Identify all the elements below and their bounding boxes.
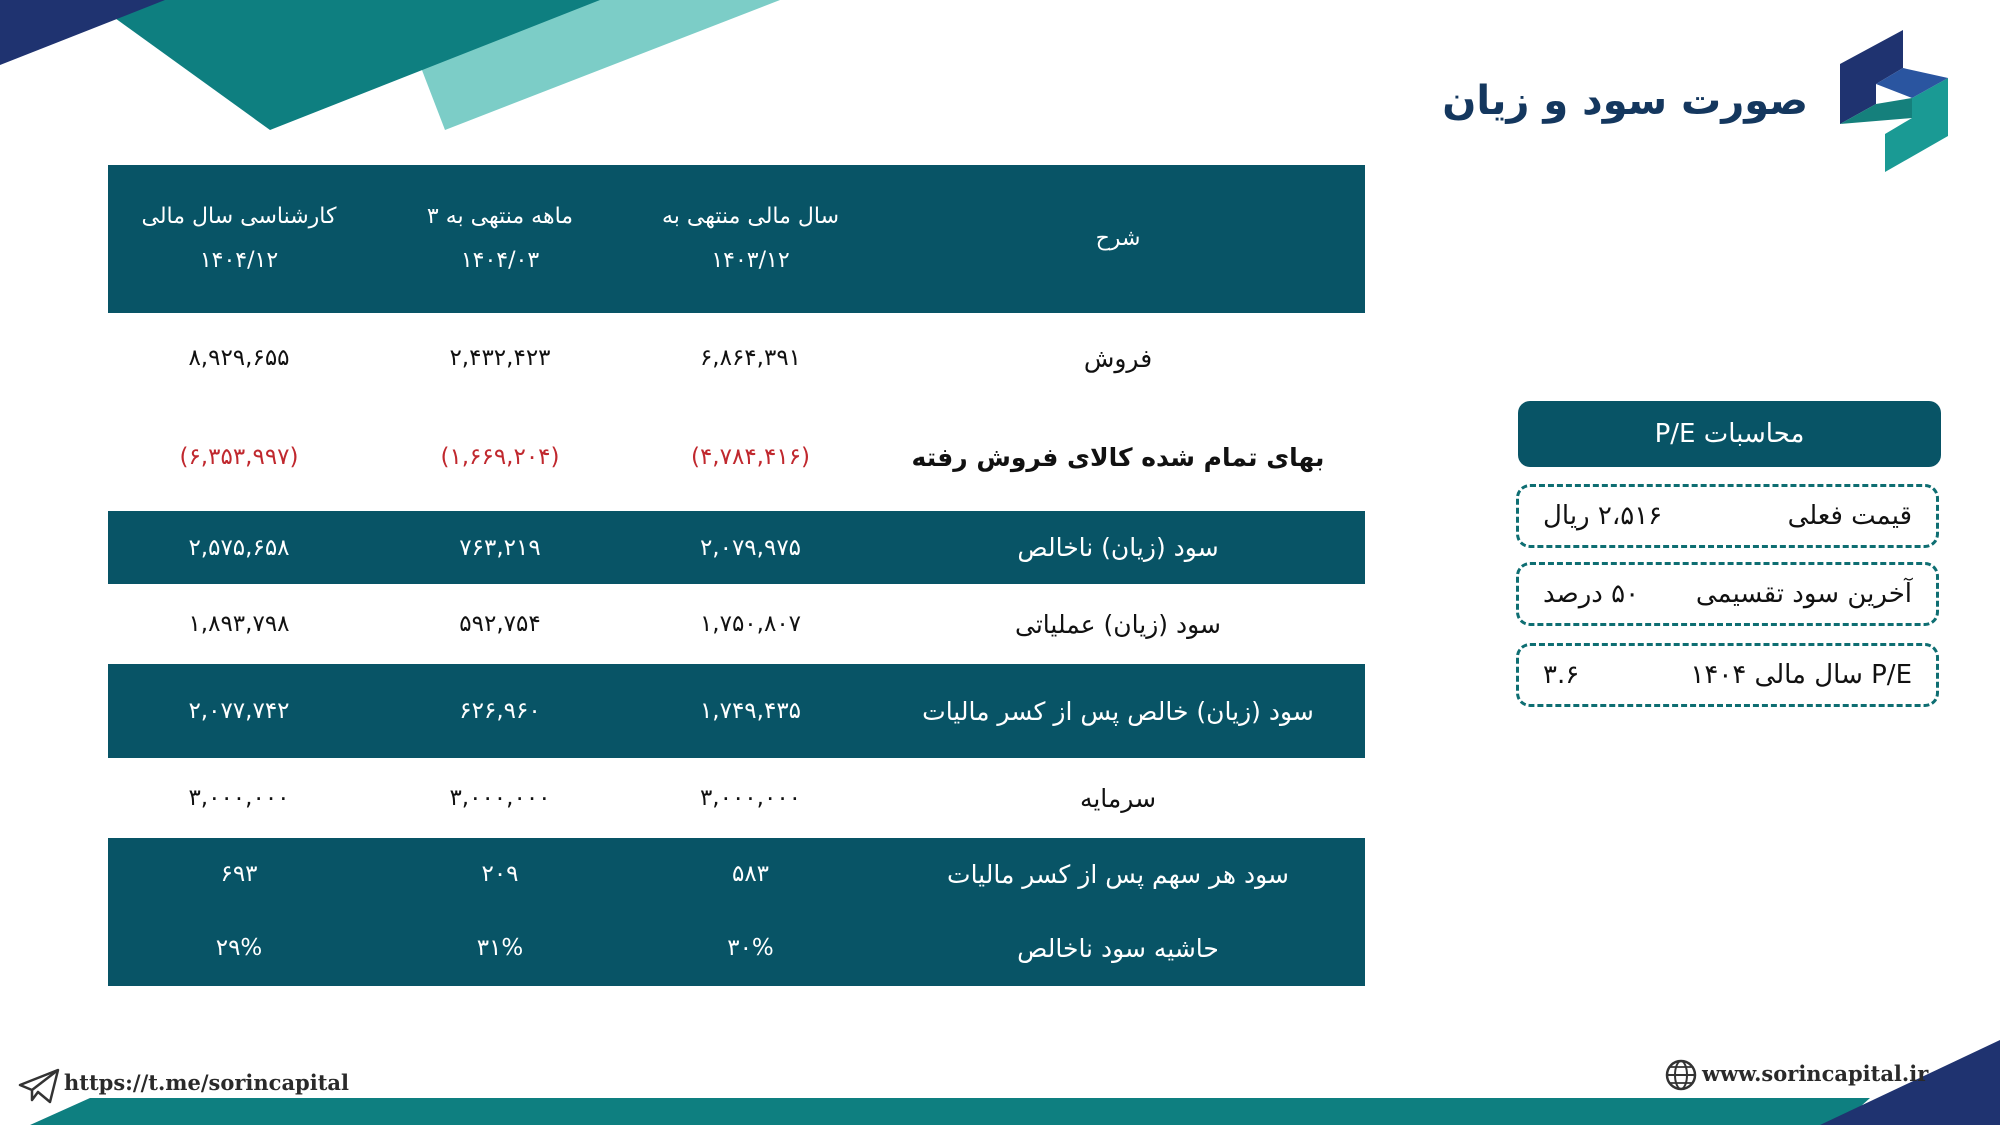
cell-value: ۲,۰۷۷,۷۴۲ [108,664,370,758]
globe-icon [1664,1058,1698,1092]
column-header-forecast: کارشناسی سال مالی ۱۴۰۴/۱۲ [108,165,370,313]
cell-value: (۴,۷۸۴,۴۱۶) [690,444,811,470]
pe-row-label: آخرین سود تقسیمی [1695,579,1912,609]
pe-row-value: ۵۰ درصد [1543,579,1640,609]
row-label: بهای تمام شده کالای فروش رفته [911,442,1325,472]
pe-row-value: ۳.۶ [1543,660,1580,690]
cell-value: ۶۲۶,۹۶۰ [370,664,630,758]
table-row [108,664,1365,758]
cell-value: ۵۸۳ [630,838,871,910]
column-header-description: شرح [871,165,1365,313]
table-row [108,838,1365,910]
cell-value: ۳,۰۰۰,۰۰۰ [449,785,551,811]
table-row [108,313,1365,403]
cell-value: ۳۱% [370,910,630,986]
table-row [108,584,1365,664]
row-label: سرمایه [1079,783,1157,813]
pe-panel-title: محاسبات P/E [1518,401,1941,467]
cell-value: ۲,۵۷۵,۶۵۸ [108,511,370,584]
telegram-icon [18,1068,60,1104]
cell-value: (۶,۳۵۳,۹۹۷) [179,444,299,470]
cell-value: ۳,۰۰۰,۰۰۰ [188,785,290,811]
cell-value: ۲,۴۳۲,۴۲۳ [449,345,551,371]
row-label: سود (زیان) ناخالص [871,511,1365,584]
cell-value: ۶,۸۶۴,۳۹۱ [699,345,802,371]
row-label: سود هر سهم پس از کسر مالیات [871,838,1365,910]
cell-value: ۱,۷۴۹,۴۳۵ [630,664,871,758]
table-row [108,403,1365,511]
cell-value: (۱,۶۶۹,۲۰۴) [440,444,560,470]
row-label: فروش [1083,343,1153,373]
cell-value: ۱,۷۵۰,۸۰۷ [699,611,802,637]
website-link[interactable]: www.sorincapital.ir [1702,1061,1929,1086]
pe-row-pe-ratio [1516,643,1939,707]
row-label: حاشیه سود ناخالص [871,910,1365,986]
cell-value: ۲۰۹ [370,838,630,910]
cell-value: ۲,۰۷۹,۹۷۵ [630,511,871,584]
pe-row-current-price [1516,484,1939,548]
income-statement-table [108,165,1365,986]
company-logo [1828,26,1960,176]
table-header-row [108,165,1365,313]
pe-row-label: P/E سال مالی ۱۴۰۴ [1690,660,1912,690]
row-label: سود (زیان) خالص پس از کسر مالیات [871,664,1365,758]
page-title: صورت سود و زیان [1442,78,1808,124]
pe-row-last-dividend [1516,562,1939,626]
table-row [108,758,1365,838]
pe-row-value: ۲،۵۱۶ ریال [1543,501,1663,531]
table-row [108,511,1365,584]
cell-value: ۸,۹۲۹,۶۵۵ [188,345,290,371]
table-row [108,910,1365,986]
column-header-fiscal-year: سال مالی منتهی به ۱۴۰۳/۱۲ [630,165,871,313]
column-header-3month: ۳ ماهه منتهی به ۱۴۰۴/۰۳ [370,165,630,313]
row-label: سود (زیان) عملیاتی [1014,609,1221,639]
cell-value: ۳۰% [630,910,871,986]
cell-value: ۷۶۳,۲۱۹ [370,511,630,584]
cell-value: ۲۹% [108,910,370,986]
cell-value: ۳,۰۰۰,۰۰۰ [699,785,802,811]
cell-value: ۵۹۲,۷۵۴ [459,611,541,637]
pe-row-label: قیمت فعلی [1787,501,1912,531]
telegram-link[interactable]: https://t.me/sorincapital [64,1070,350,1095]
cell-value: ۱,۸۹۳,۷۹۸ [188,611,290,637]
cell-value: ۶۹۳ [108,838,370,910]
bottom-teal-band [30,1098,1870,1125]
